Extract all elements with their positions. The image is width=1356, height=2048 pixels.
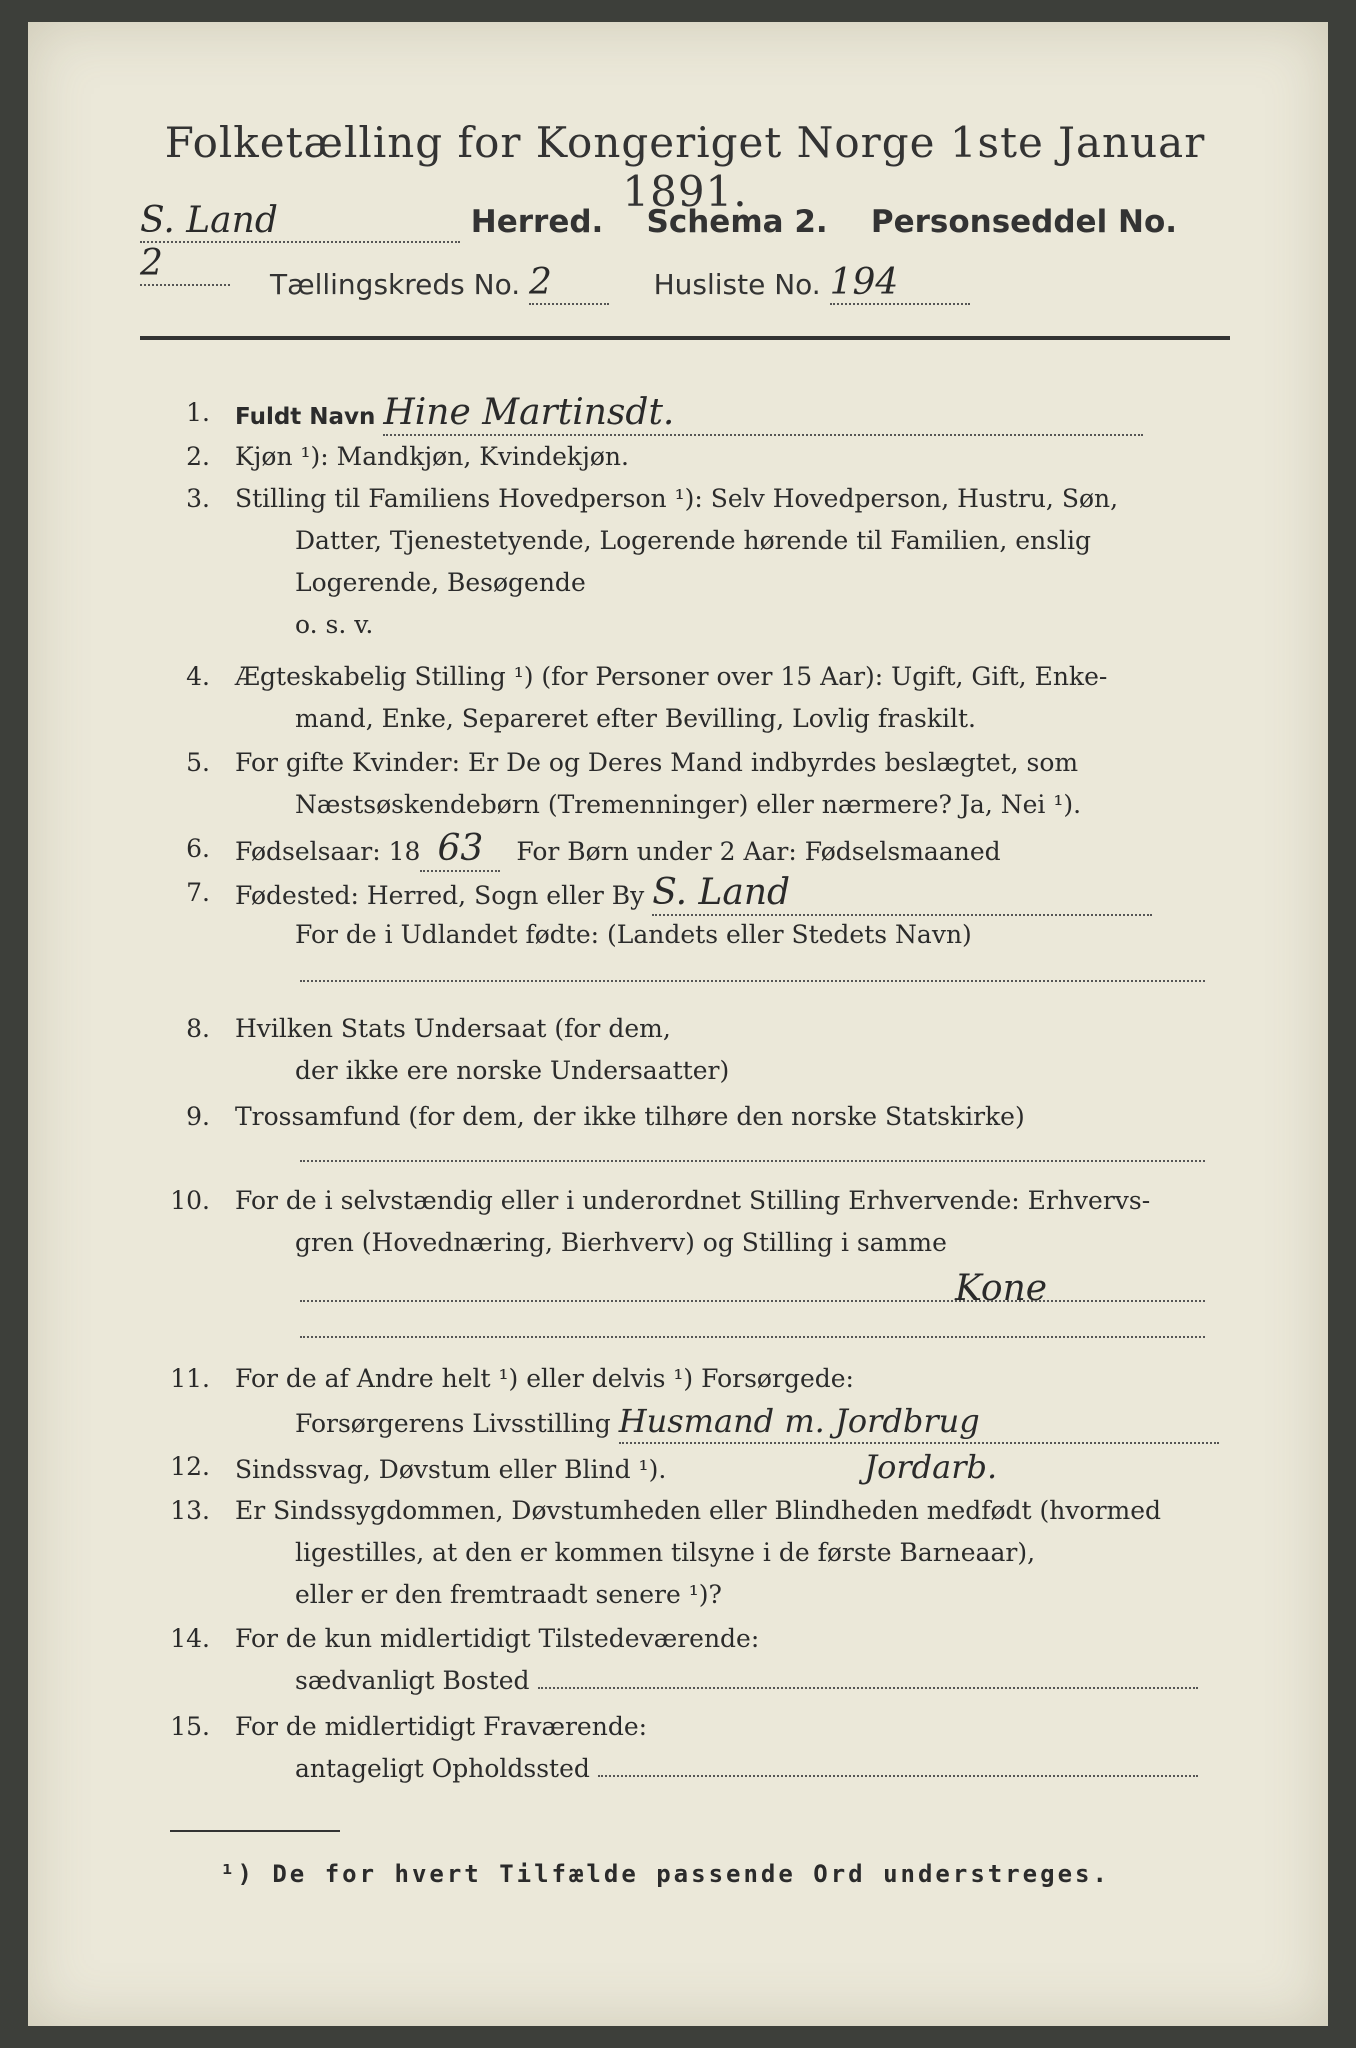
item-label-cont: o. s. v. xyxy=(295,610,374,639)
item-number: 15. xyxy=(170,1712,210,1741)
husliste-label: Husliste No. xyxy=(653,268,821,301)
occupation-value: Kone xyxy=(955,1268,1048,1309)
birthplace-value: S. Land xyxy=(652,872,1152,916)
header-divider xyxy=(140,336,1230,340)
item-label: Stilling til Familiens Hovedperson ¹): Selv Hovedperson, Hustru, Søn, xyxy=(235,484,1119,513)
item-label: Ægteskabelig Stilling ¹) (for Personer over 15 Aar): Ugift, Gift, Enke- xyxy=(235,662,1108,691)
item-label: Er Sindssygdommen, Døvstumheden eller Blindheden medfødt (hvormed xyxy=(235,1496,1162,1525)
probable-residence-field xyxy=(598,1775,1198,1777)
husliste-value: 194 xyxy=(830,262,970,305)
answer-line-10b xyxy=(300,1336,1205,1338)
answer-line-9 xyxy=(300,1160,1205,1162)
item-12-value: Jordarb. xyxy=(864,1448,998,1486)
item-label: Fødselsaar: 18 xyxy=(235,837,421,866)
item-number: 8. xyxy=(186,1014,210,1043)
item-label-cont: der ikke ere norske Undersaatter) xyxy=(295,1056,730,1085)
item-label-cont: gren (Hovednæring, Bierhverv) og Stilling i samme xyxy=(295,1228,947,1257)
item-number: 14. xyxy=(170,1624,210,1653)
birth-year-value: 63 xyxy=(420,828,500,872)
item-number: 1. xyxy=(186,398,210,427)
item-label: Fuldt Navn xyxy=(235,404,376,430)
answer-line-7b xyxy=(300,980,1205,982)
kreds-value: 2 xyxy=(529,262,609,305)
item-label: For de i selvstændig eller i underordnet Stilling Erhvervende: Erhvervs- xyxy=(235,1186,1151,1215)
item-label-cont: antageligt Opholdssted xyxy=(295,1754,590,1783)
item-label-cont: For de i Udlandet fødte: (Landets eller Stedets Navn) xyxy=(295,920,972,949)
provider-occupation-value: Husmand m. Jordbrug xyxy=(619,1400,1219,1444)
item-label: Trossamfund (for dem, der ikke tilhøre den norske Statskirke) xyxy=(235,1102,1025,1131)
item-number: 12. xyxy=(170,1452,210,1481)
item-label-cont: Forsørgerens Livsstilling xyxy=(295,1409,611,1438)
item-label-cont: Logerende, Besøgende xyxy=(295,568,586,597)
personseddel-value: 2 xyxy=(140,243,230,286)
item-number: 4. xyxy=(186,662,210,691)
answer-line-10a xyxy=(300,1300,1205,1302)
item-label-cont: eller er den fremtraadt senere ¹)? xyxy=(295,1580,722,1609)
item-label: For de kun midlertidigt Tilstedeværende: xyxy=(235,1624,760,1653)
item-label-cont: ligestilles, at den er kommen tilsyne i de første Barneaar), xyxy=(295,1538,1036,1567)
item-number: 5. xyxy=(186,748,210,777)
item-number: 6. xyxy=(186,834,210,863)
item-label: For de midlertidigt Fraværende: xyxy=(235,1712,648,1741)
item-number: 7. xyxy=(186,878,210,907)
item-number: 9. xyxy=(186,1102,210,1131)
item-label: Hvilken Stats Undersaat (for dem, xyxy=(235,1014,671,1043)
item-label: For de af Andre helt ¹) eller delvis ¹) Forsørgede: xyxy=(235,1364,854,1393)
item-label-2: For Børn under 2 Aar: Fødselsmaaned xyxy=(516,837,1001,866)
item-label: Sindssvag, Døvstum eller Blind ¹). xyxy=(235,1455,667,1484)
footnote-divider xyxy=(170,1830,340,1832)
form-title: Folketælling for Kongeriget Norge 1ste Januar 1891. xyxy=(164,118,1206,216)
schema-label: Schema 2. xyxy=(646,204,828,240)
kreds-label: Tællingskreds No. xyxy=(270,268,521,301)
herred-value: S. Land xyxy=(140,200,460,243)
item-number: 13. xyxy=(170,1496,210,1525)
item-label: Fødested: Herred, Sogn eller By xyxy=(235,881,645,910)
item-number: 10. xyxy=(170,1186,210,1215)
item-label: Kjøn ¹): Mandkjøn, Kvindekjøn. xyxy=(235,442,629,471)
full-name-value: Hine Martinsdt. xyxy=(383,392,1143,436)
item-label-cont: mand, Enke, Separeret efter Bevilling, Lovlig fraskilt. xyxy=(295,704,976,733)
item-number: 11. xyxy=(170,1364,210,1393)
item-label: For gifte Kvinder: Er De og Deres Mand indbyrdes beslægtet, som xyxy=(235,748,1079,777)
footnote: ¹) De for hvert Tilfælde passende Ord understreges. xyxy=(220,1860,1110,1888)
personseddel-label: Personseddel No. xyxy=(870,204,1178,240)
item-label-cont: Datter, Tjenestetyende, Logerende hørende til Familien, enslig xyxy=(295,526,1092,555)
usual-residence-field xyxy=(538,1687,1198,1689)
item-label-cont: sædvanligt Bosted xyxy=(295,1666,530,1695)
item-number: 3. xyxy=(186,484,210,513)
herred-label: Herred. xyxy=(470,204,604,240)
item-number: 2. xyxy=(186,442,210,471)
item-label-cont: Næstsøskendebørn (Tremenninger) eller nærmere? Ja, Nei ¹). xyxy=(295,790,1082,819)
header-line-kreds xyxy=(270,262,970,305)
